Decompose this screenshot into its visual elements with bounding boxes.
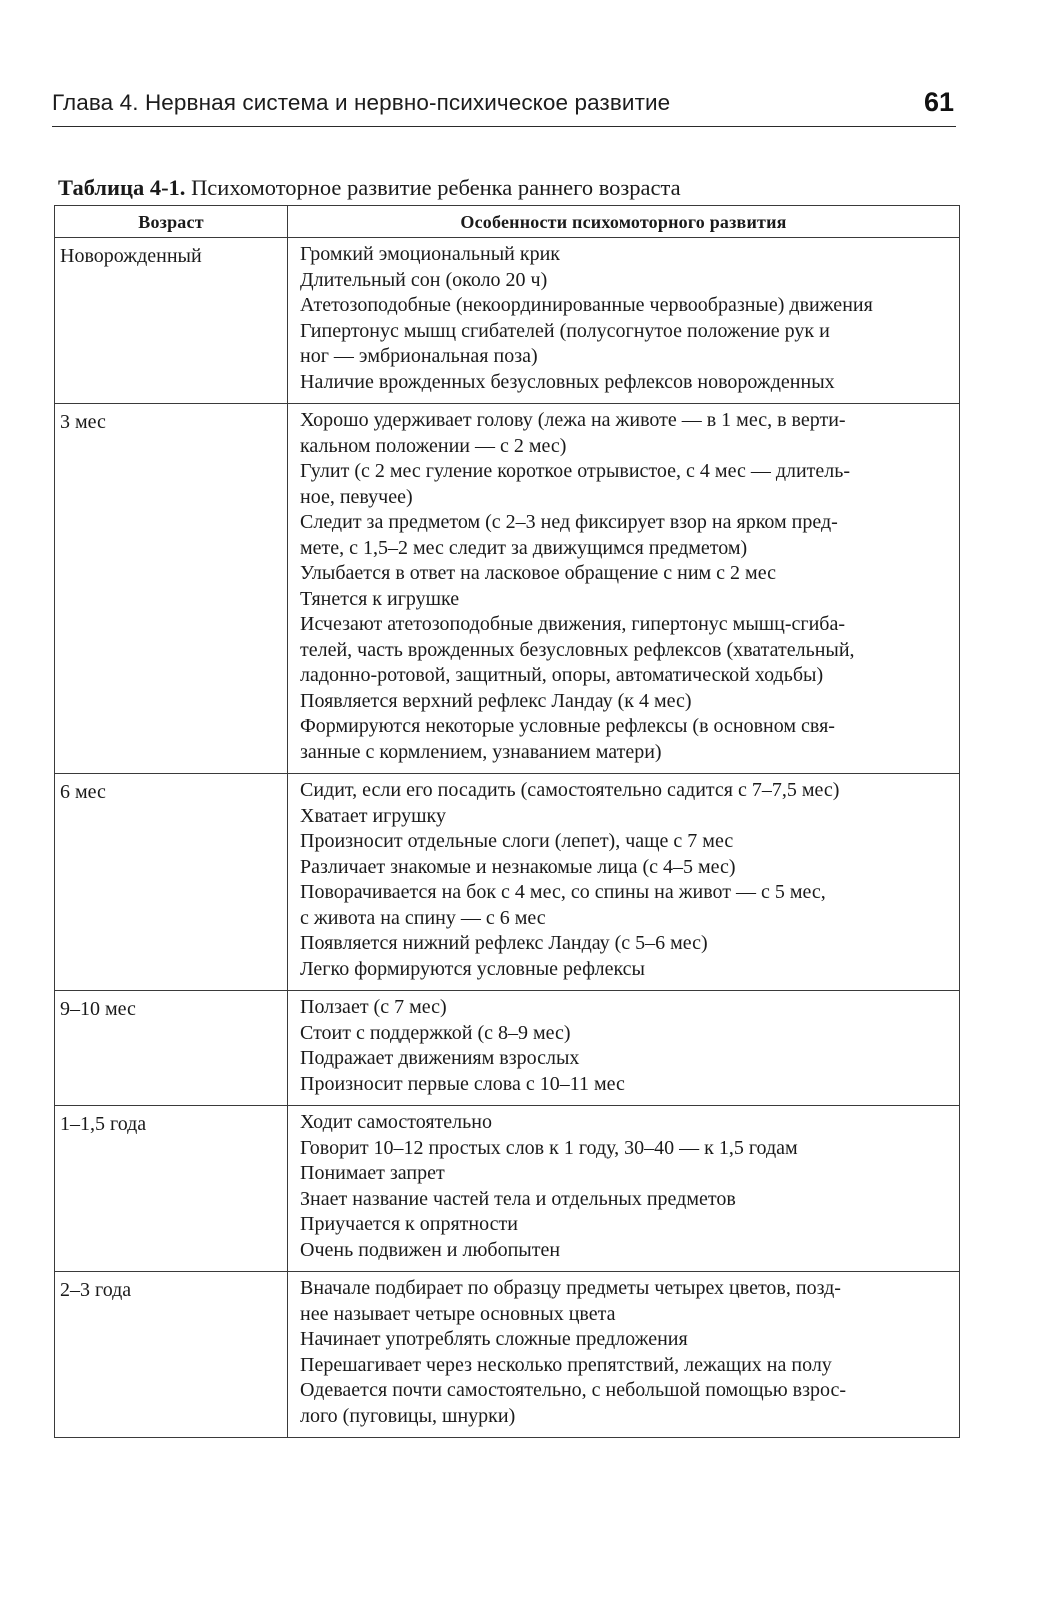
feature-line: Исчезают атетозоподобные движения, гипертонус мышц-сгиба- [300,613,846,635]
feature-line: Перешагивает через несколько препятствий, лежащих на полу [300,1353,832,1376]
table-body [55,238,960,1438]
feature-line: Понимает запрет [300,1162,445,1184]
feature-line: Гулит (с 2 мес гуление короткое отрывистое, с 4 мес — длитель- [300,460,851,482]
feature-line: Хватает игрушку [300,804,446,827]
features-cell [288,404,960,774]
feature-line: Различает знакомые и незнакомые лица (с 4–5 мес) [300,855,736,878]
table-row [55,1106,960,1272]
page-header [52,86,956,127]
feature-line: Атетозоподобные (некоординированные червообразные) движения [300,294,873,316]
chapter-title: Глава 4. Нервная система и нервно-психическое развитие [52,90,671,115]
feature-line: Подражает движениям взрослых [300,1047,580,1069]
age-cell: 1–1,5 года [55,1106,288,1272]
feature-line: Гипертонус мышц сгибателей (полусогнутое положение рук и [300,319,830,342]
feature-line: Хорошо удерживает голову (лежа на животе — в 1 мес, в верти- [300,409,846,431]
table-row [55,238,960,404]
table-row [55,1272,960,1438]
feature-line: лого (пуговицы, шнурки) [300,1404,516,1427]
table-caption-label: Таблица 4-1. [58,175,186,200]
feature-line: Произносит первые слова с 10–11 мес [300,1072,625,1095]
age-cell: 3 мес [55,404,288,774]
table-row [55,404,960,774]
feature-line: Поворачивается на бок с 4 мес, со спины на живот — с 5 мес, [300,881,826,903]
features-cell [288,1106,960,1272]
feature-line: Знает название частей тела и отдельных предметов [300,1187,736,1210]
feature-line: телей, часть врожденных безусловных рефлексов (хватательный, [300,638,855,661]
feature-line: Тянется к игрушке [300,587,460,610]
table-row [55,991,960,1106]
feature-line: Приучается к опрятности [300,1213,518,1235]
age-cell: 2–3 года [55,1272,288,1438]
table-caption-text: Психомоторное развитие ребенка раннего возраста [185,175,681,200]
feature-line: ног — эмбриональная поза) [300,345,538,367]
feature-line: Формируются некоторые условные рефлексы (в основном свя- [300,715,835,737]
feature-line: Длительный сон (около 20 ч) [300,268,548,291]
feature-line: мете, с 1,5–2 мес следит за движущимся предметом) [300,536,748,559]
feature-line: Стоит с поддержкой (с 8–9 мес) [300,1021,571,1044]
feature-line: Появляется нижний рефлекс Ландау (с 5–6 мес) [300,932,708,954]
feature-line: занные с кормлением, узнаванием матери) [300,740,662,763]
column-header-age: Возраст [55,206,288,238]
feature-line: кальном положении — с 2 мес) [300,434,567,457]
feature-line: Сидит, если его посадить (самостоятельно садится с 7–7,5 мес) [300,779,840,801]
feature-line: Ползает (с 7 мес) [300,996,447,1018]
feature-line: Произносит отдельные слоги (лепет), чаще с 7 мес [300,830,734,852]
age-cell: 9–10 мес [55,991,288,1106]
features-cell [288,991,960,1106]
feature-line: Легко формируются условные рефлексы [300,957,645,980]
page-number: 61 [923,87,954,117]
development-table-container [54,205,959,1438]
feature-line: Наличие врожденных безусловных рефлексов новорожденных [300,370,835,393]
feature-line: нее называет четыре основных цвета [300,1302,616,1325]
age-cell: 6 мес [55,774,288,991]
feature-line: Начинает употреблять сложные предложения [300,1328,688,1350]
column-header-features: Особенности психомоторного развития [288,206,960,238]
feature-line: Очень подвижен и любопытен [300,1238,561,1261]
feature-line: Появляется верхний рефлекс Ландау (к 4 мес) [300,689,692,712]
feature-line: с живота на спину — с 6 мес [300,906,546,929]
feature-line: Одевается почти самостоятельно, с небольшой помощью взрос- [300,1379,847,1401]
feature-line: Следит за предметом (с 2–3 нед фиксирует взор на ярком пред- [300,511,838,533]
feature-line: Вначале подбирает по образцу предметы четырех цветов, позд- [300,1277,841,1299]
table-header-row [55,206,960,238]
features-cell [288,1272,960,1438]
table-caption [58,175,681,201]
feature-line: ное, певучее) [300,485,413,508]
table-row [55,774,960,991]
age-cell: Новорожденный [55,238,288,404]
features-cell [288,774,960,991]
feature-line: Улыбается в ответ на ласковое обращение с ним с 2 мес [300,562,776,584]
feature-line: ладонно-ротовой, защитный, опоры, автоматической ходьбы) [300,664,824,686]
features-cell [288,238,960,404]
development-table [54,205,960,1438]
feature-line: Говорит 10–12 простых слов к 1 году, 30–40 — к 1,5 годам [300,1136,798,1159]
feature-line: Громкий эмоциональный крик [300,243,561,265]
feature-line: Ходит самостоятельно [300,1111,492,1133]
